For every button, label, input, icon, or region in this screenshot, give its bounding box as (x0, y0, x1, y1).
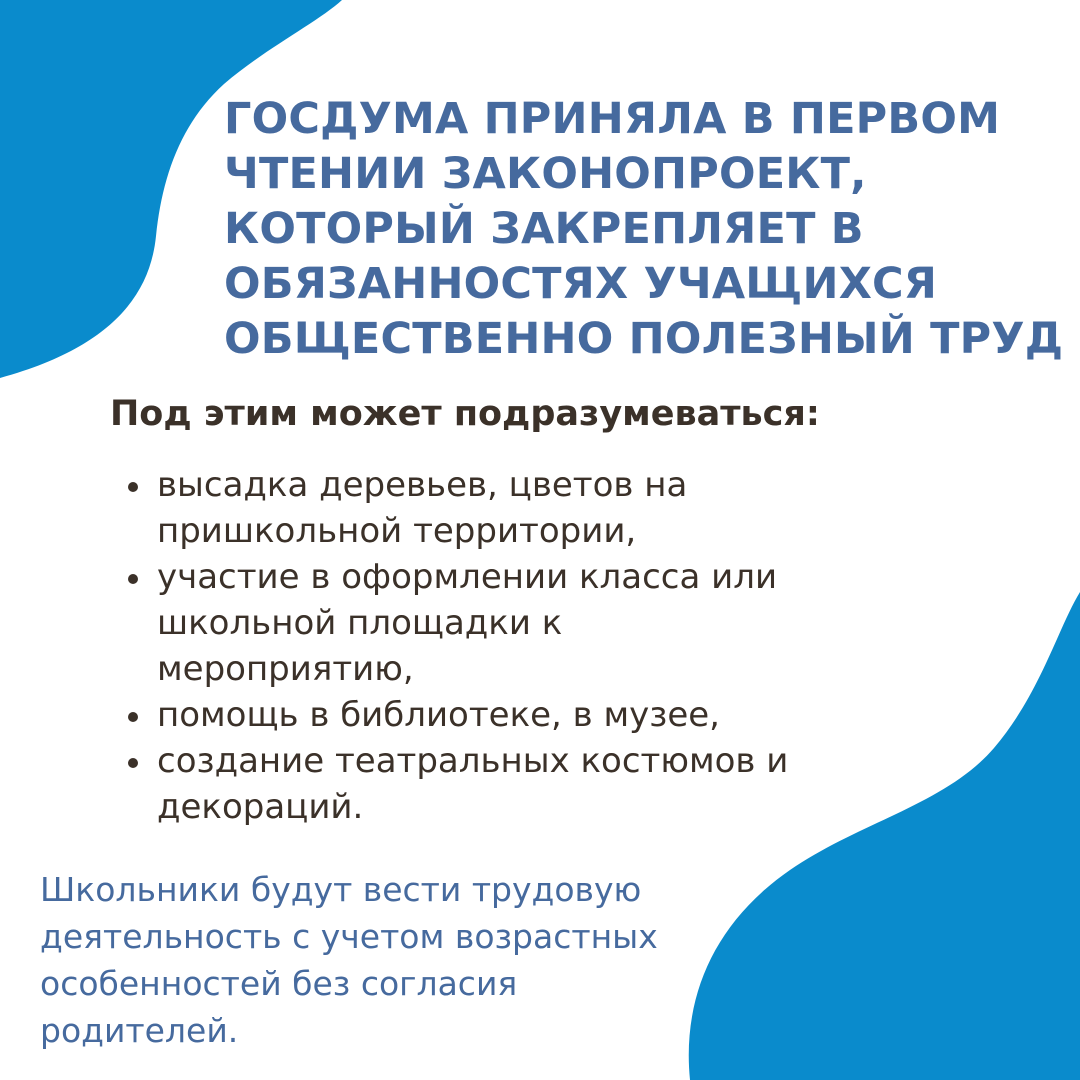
list-item-text: помощь в библиотеке, в музее, (157, 695, 720, 735)
footer-note (40, 866, 740, 1054)
headline-line: ГОСДУМА ПРИНЯЛА В ПЕРВОМ (224, 94, 1001, 144)
footer-note-line: особенностей без согласия (40, 964, 518, 1003)
list-item-text: мероприятию, (157, 649, 414, 689)
list-item-text: пришкольной территории, (157, 511, 637, 551)
footer-note-line: деятельность с учетом возрастных (40, 917, 658, 956)
list-item-text: участие в оформлении класса или (157, 557, 778, 597)
list-item (120, 692, 880, 738)
headline-line: ОБЯЗАННОСТЯХ УЧАЩИХСЯ (224, 259, 938, 309)
list-item (120, 554, 880, 692)
list-item-text: декораций. (157, 787, 364, 827)
subheading: Под этим может подразумеваться: (110, 394, 820, 434)
headline-line: КОТОРЫЙ ЗАКРЕПЛЯЕТ В (224, 204, 864, 254)
headline-line: ОБЩЕСТВЕННО ПОЛЕЗНЫЙ ТРУД (224, 314, 1064, 364)
bullet-list (120, 462, 880, 830)
footer-note-line: родителей. (40, 1011, 239, 1050)
list-item (120, 738, 880, 830)
footer-note-line: Школьники будут вести трудовую (40, 870, 642, 909)
list-item-text: школьной площадки к (157, 603, 563, 643)
list-item-text: высадка деревьев, цветов на (157, 465, 688, 505)
list-item-text: создание театральных костюмов и (157, 741, 789, 781)
headline (224, 92, 1064, 367)
list-item (120, 462, 880, 554)
headline-line: ЧТЕНИИ ЗАКОНОПРОЕКТ, (224, 149, 867, 199)
